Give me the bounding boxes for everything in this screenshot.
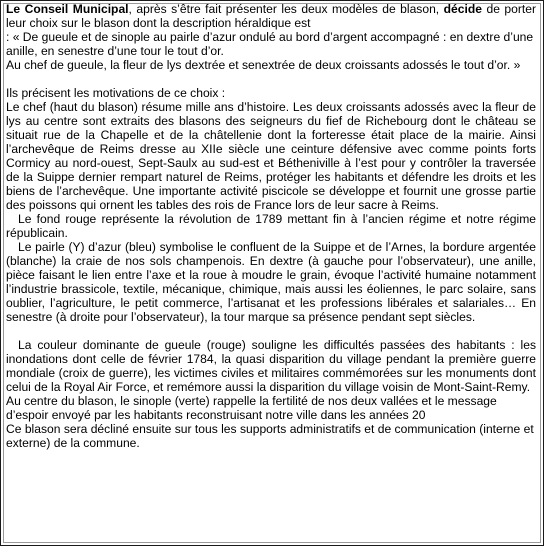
- decide-word: décide: [443, 2, 482, 16]
- couleur-paragraph: La couleur dominante de gueule (rouge) souligne les difficultés passées des habitants : les inondations dont celle de février 1784, la quasi disparition du village pendant la première guerre mondiale (croix de guerre), les victimes civiles et militaires commémorées sur les monuments dont celui de la Royal Air Force, et remémore aussi la disparition du village voisin de Mont-Saint-Remy.: [6, 338, 536, 394]
- blazon-chef-description: Au chef de gueule, la fleur de lys dextrée et senextrée de deux croissants adossés le tout d’or. »: [6, 58, 521, 72]
- intro-paragraph: [6, 2, 536, 30]
- pairle-paragraph: Le pairle (Y) d’azur (bleu) symbolise le confluent de la Suippe et de l’Arnes, la bordure argentée (blanche) la craie de nos sols champenois. En dextre (à gauche pour l’observateur), une anille, pièce faisant le lien entre l’axe et la roue à moudre le grain, évoque l’activité humaine notamment l’industrie brassicole, textile, mécanique, chimique, mais aussi les éoliennes, le parc solaire, sans oublier, l’agriculture, le petit commerce, l’artisanat et les professions libérales et salariales… En senestre (à droite pour l’observateur), la tour marque sa présence pendant sept siècles.: [6, 240, 536, 324]
- intro-text-b: de porter leur choix sur le blason dont la description héraldique est: [6, 2, 536, 30]
- sinople-paragraph: Au centre du blason, le sinople (verte) rappelle la fertilité de nos deux vallées et le message d’espoir envoyé par les habitants reconstruisant notre ville dans les années 20: [6, 394, 497, 422]
- blazon-description: : « De gueule et de sinople au pairle d’azur ondulé au bord d’argent accompagné : en dextre d’une anille, en senestre d’une tour le tout d’or.: [6, 30, 534, 58]
- intro-text-a: , après s’être fait présenter les deux modèles de blason,: [128, 2, 444, 16]
- fond-rouge-paragraph: Le fond rouge représente la révolution de 1789 mettant fin à l’ancien régime et notre régime républicain.: [6, 212, 536, 240]
- document-body: [6, 2, 536, 450]
- motivations-heading: Ils précisent les motivations de ce choix :: [6, 86, 226, 100]
- chef-paragraph: Le chef (haut du blason) résume mille ans d’histoire. Les deux croissants adossés avec la fleur de lys au centre sont extraits des blasons des seigneurs du fief de Richebourg dont le château se situait rue de la Chapelle et de la châtellenie dont la forteresse était place de la mairie. Ainsi l’archevêque de Reims dresse au XIIe siècle une ceinture défensive avec comme points forts Cormicy au nord-ouest, Sept-Saulx au sud-est et Bétheniville à l’est pour y contrôler la traversée de la Suippe dernier rempart naturel de Reims, protéger les habitants et défendre les droits et les biens de l’archevêque. Une importante activité piscicole se développe et fournit une grosse partie des poissons qui ornent les tables des rois de France lors de leur sacre à Reims.: [6, 100, 536, 212]
- paragraph-spacer: [6, 324, 536, 338]
- paragraph-spacer: [6, 72, 536, 86]
- supports-paragraph: Ce blason sera décliné ensuite sur tous les supports administratifs et de communication (interne et externe) de la commune.: [6, 422, 534, 450]
- council-name: Le Conseil Municipal: [6, 2, 129, 16]
